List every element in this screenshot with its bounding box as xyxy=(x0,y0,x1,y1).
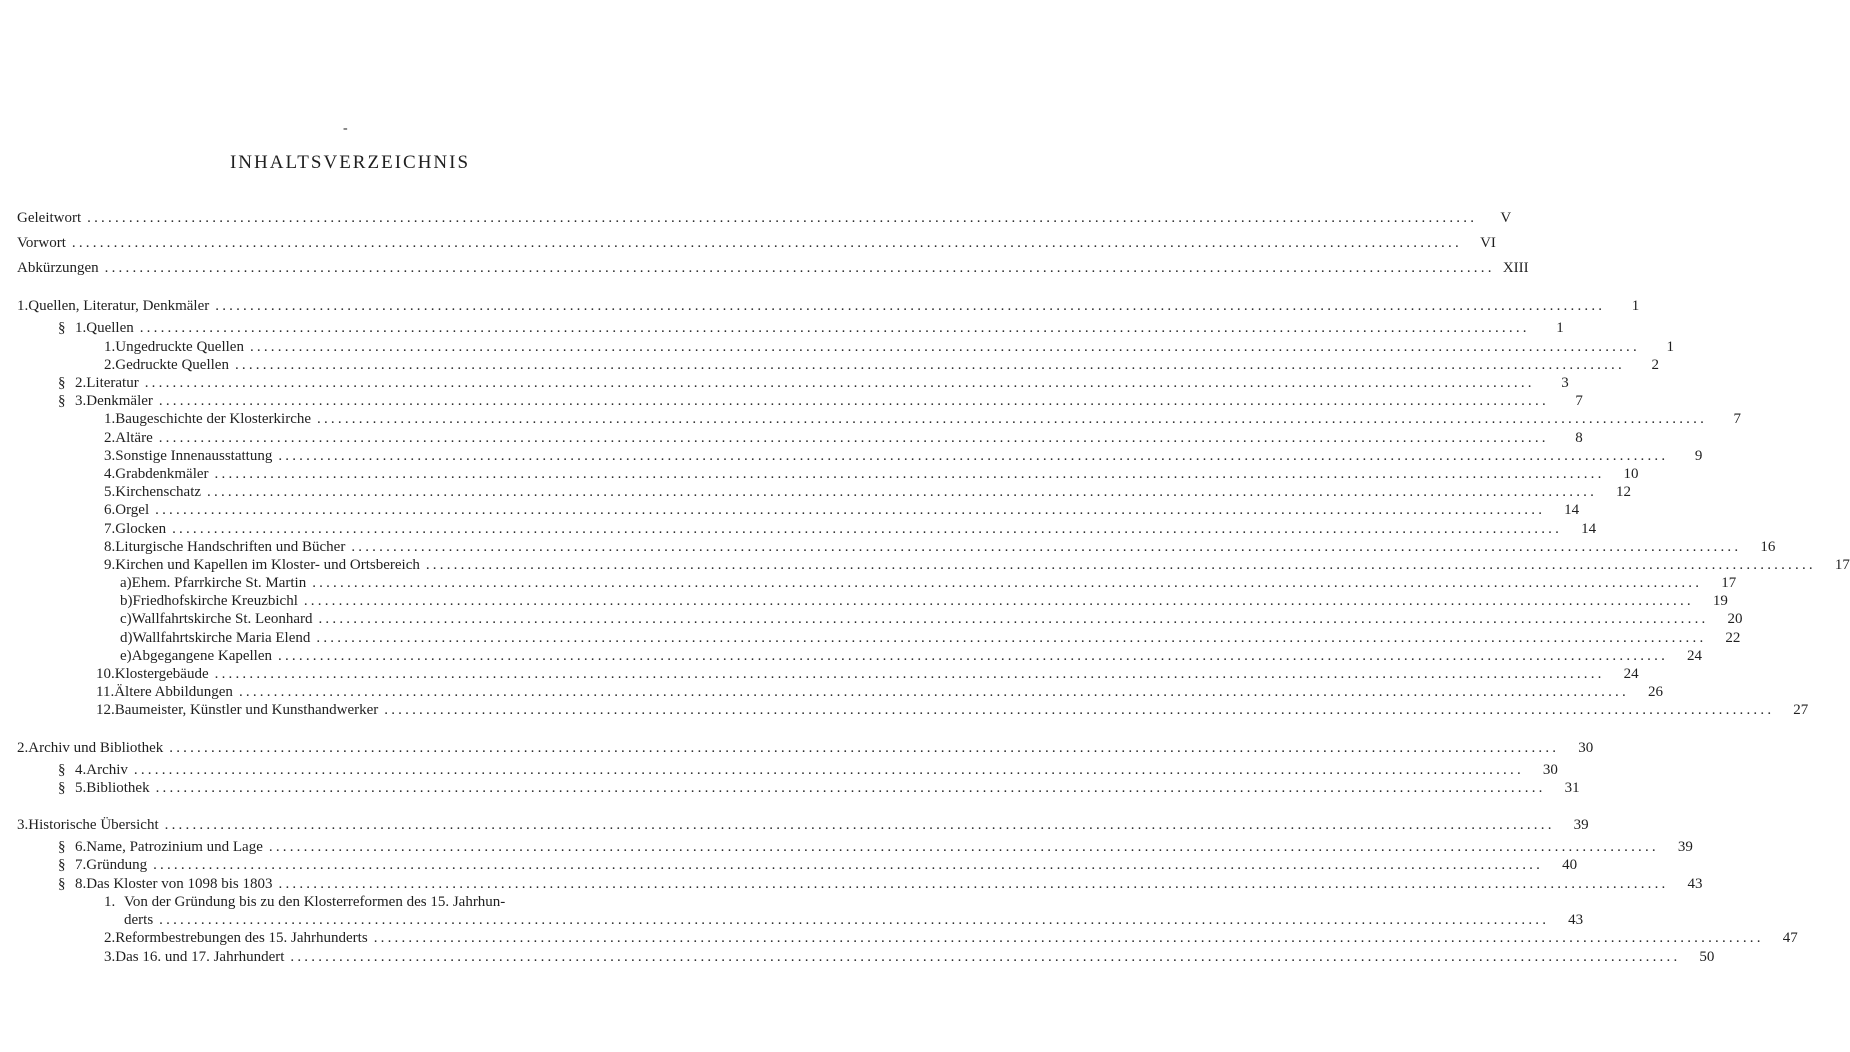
toc-entry xyxy=(104,947,1715,967)
toc-entry-number: d) xyxy=(120,630,133,646)
leader-dots: ........................................................................................................................................................................................................ xyxy=(87,210,1478,226)
toc-entry-page: 8 xyxy=(1575,430,1583,446)
toc-entry-number: 11. xyxy=(96,684,115,700)
toc-entry xyxy=(104,428,1583,448)
toc-entry xyxy=(75,837,1693,857)
toc-entry-label: Quellen xyxy=(86,320,134,336)
leader-dots: ........................................................................................................................................................................................................ xyxy=(139,320,1530,336)
toc-entry-label: Geleitwort xyxy=(17,210,82,226)
toc-entry xyxy=(104,409,1742,429)
toc-entry xyxy=(104,337,1674,357)
toc-entry xyxy=(104,355,1659,375)
leader-dots: ........................................................................................................................................................................................................ xyxy=(159,912,1550,928)
toc-entry-page: 1 xyxy=(1556,320,1564,336)
toc-entry-page: 39 xyxy=(1677,839,1693,855)
toc-entry-page: 50 xyxy=(1699,949,1715,965)
leader-dots: ........................................................................................................................................................................................................ xyxy=(104,260,1495,276)
toc-entry xyxy=(104,446,1703,466)
toc-entry-label: Das Kloster von 1098 bis 1803 xyxy=(86,876,273,892)
toc-entry-number: 2. xyxy=(104,357,116,373)
toc-entry xyxy=(75,391,1583,411)
leader-dots: ........................................................................................................................................................................................................ xyxy=(268,839,1659,855)
toc-entry-number: b) xyxy=(120,593,133,609)
toc-entry-label: Sonstige Innenausstattung xyxy=(115,448,273,464)
leader-dots: ........................................................................................................................................................................................................ xyxy=(169,740,1560,756)
toc-entry-page: 17 xyxy=(1721,575,1737,591)
toc-entry-label: Das 16. und 17. Jahrhundert xyxy=(115,949,285,965)
leader-dots: ........................................................................................................................................................................................................ xyxy=(215,298,1606,314)
leader-dots: ........................................................................................................................................................................................................ xyxy=(425,557,1816,573)
toc-entry xyxy=(104,892,560,912)
toc-entry-number: 1. xyxy=(104,411,116,427)
toc-entry-page: 24 xyxy=(1687,648,1703,664)
leader-dots: ........................................................................................................................................................................................................ xyxy=(278,876,1669,892)
toc-entry-number: 6. xyxy=(75,839,87,855)
toc-entry-number: 9. xyxy=(104,557,116,573)
section-sign: § xyxy=(58,393,66,409)
toc-entry-page: 14 xyxy=(1564,502,1580,518)
leader-dots: ........................................................................................................................................................................................................ xyxy=(153,857,1544,873)
leader-dots: ........................................................................................................................................................................................................ xyxy=(249,339,1640,355)
section-sign: § xyxy=(58,780,66,796)
toc-entry-label: Ungedruckte Quellen xyxy=(115,339,244,355)
leader-dots: ........................................................................................................................................................................................................ xyxy=(290,949,1681,965)
toc-entry xyxy=(75,318,1564,338)
leader-dots: ........................................................................................................................................................................................................ xyxy=(312,575,1703,591)
toc-entry xyxy=(120,646,1703,666)
toc-entry xyxy=(104,482,1632,502)
toc-entry xyxy=(96,700,1809,720)
toc-entry-page: 12 xyxy=(1616,484,1632,500)
toc-entry-number: 1. xyxy=(104,894,116,910)
toc-entry-number: 3. xyxy=(104,448,116,464)
section-sign: § xyxy=(58,320,66,336)
section-sign: § xyxy=(58,876,66,892)
toc-entry-page: 27 xyxy=(1793,702,1809,718)
toc-entry-number: 2. xyxy=(104,430,116,446)
toc-entry xyxy=(104,500,1580,520)
leader-dots: ........................................................................................................................................................................................................ xyxy=(238,684,1629,700)
toc-entry xyxy=(75,874,1703,894)
toc-entry-number: 8. xyxy=(75,876,87,892)
toc-entry-number: 2. xyxy=(75,375,87,391)
toc-entry-label: Denkmäler xyxy=(86,393,153,409)
toc-entry-page: 30 xyxy=(1578,740,1594,756)
toc-entry-label: Ehem. Pfarrkirche St. Martin xyxy=(131,575,307,591)
leader-dots: ........................................................................................................................................................................................................ xyxy=(214,466,1605,482)
toc-entry-label: Archiv xyxy=(86,762,128,778)
section-sign: § xyxy=(58,762,66,778)
toc-entry-page: 14 xyxy=(1581,521,1597,537)
leader-dots: ........................................................................................................................................................................................................ xyxy=(316,630,1707,646)
leader-dots: ........................................................................................................................................................................................................ xyxy=(155,502,1546,518)
toc-entry-number: e) xyxy=(120,648,132,664)
toc-entry-page: 16 xyxy=(1760,539,1776,555)
toc-entry xyxy=(104,519,1597,539)
toc-entry-label: Grabdenkmäler xyxy=(115,466,209,482)
toc-entry-label: Baumeister, Künstler und Kunsthandwerker xyxy=(114,702,379,718)
toc-entry-label: Vorwort xyxy=(17,235,66,251)
toc-entry-page: 31 xyxy=(1564,780,1580,796)
toc-entry-label: derts xyxy=(124,912,154,928)
section-sign: § xyxy=(58,839,66,855)
toc-entry-number: 2. xyxy=(104,930,116,946)
leader-dots: ........................................................................................................................................................................................................ xyxy=(278,448,1669,464)
toc-entry-number: 3. xyxy=(104,949,116,965)
toc-entry xyxy=(120,591,1728,611)
leader-dots: ........................................................................................................................................................................................................ xyxy=(155,780,1546,796)
toc-entry-label: Gedruckte Quellen xyxy=(115,357,229,373)
leader-dots: ........................................................................................................................................................................................................ xyxy=(303,593,1694,609)
toc-entry-page: 43 xyxy=(1687,876,1703,892)
leader-dots: ........................................................................................................................................................................................................ xyxy=(207,484,1598,500)
leader-dots: ........................................................................................................................................................................................................ xyxy=(278,648,1669,664)
toc-entry-page: 7 xyxy=(1733,411,1742,427)
toc-entry-page: 1 xyxy=(1631,298,1640,314)
toc-entry-page: 20 xyxy=(1727,611,1743,627)
toc-entry-number: 3. xyxy=(75,393,87,409)
toc-entry xyxy=(75,373,1569,393)
leader-dots: ........................................................................................................................................................................................................ xyxy=(317,411,1708,427)
toc-entry-label: Orgel xyxy=(115,502,150,518)
toc-entry xyxy=(96,682,1663,702)
toc-entry-number: 1. xyxy=(17,298,29,314)
toc-entry-label: Von der Gründung bis zu den Klosterreformen des 15. Jahrhun- xyxy=(124,894,506,910)
toc-entry xyxy=(17,258,1529,278)
toc-entry-label: Wallfahrtskirche Maria Elend xyxy=(132,630,311,646)
leader-dots: ........................................................................................................................................................................................................ xyxy=(384,702,1775,718)
leader-dots: ........................................................................................................................................................................................................ xyxy=(351,539,1742,555)
toc-entry xyxy=(104,555,1850,575)
section-sign: § xyxy=(58,375,66,391)
toc-entry-label: Reformbestrebungen des 15. Jahrhunderts xyxy=(115,930,368,946)
toc-entry-label: Friedhofskirche Kreuzbichl xyxy=(132,593,298,609)
toc-entry-number: 5. xyxy=(104,484,116,500)
toc-entry-page: 30 xyxy=(1542,762,1558,778)
leader-dots: ........................................................................................................................................................................................................ xyxy=(71,235,1462,251)
section-sign: § xyxy=(58,857,66,873)
toc-entry-label: Abgegangene Kapellen xyxy=(131,648,273,664)
toc-entry-page: 24 xyxy=(1623,666,1639,682)
toc-entry-label: Quellen, Literatur, Denkmäler xyxy=(28,298,210,314)
leader-dots: ........................................................................................................................................................................................................ xyxy=(172,521,1563,537)
toc-entry-page: 2 xyxy=(1651,357,1659,373)
toc-entry-page: V xyxy=(1500,210,1512,226)
leader-dots: ........................................................................................................................................................................................................ xyxy=(318,611,1709,627)
toc-entry-label: Bibliothek xyxy=(86,780,150,796)
toc-entry-number: 3. xyxy=(17,817,29,833)
toc-entry xyxy=(75,778,1580,798)
toc-entry-number: a) xyxy=(120,575,132,591)
page-title: INHALTSVERZEICHNIS xyxy=(229,152,471,173)
page-mark: - xyxy=(343,121,348,136)
toc-entry xyxy=(17,233,1496,253)
toc-entry xyxy=(120,573,1737,593)
toc-entry-page: 47 xyxy=(1782,930,1798,946)
leader-dots: ........................................................................................................................................................................................................ xyxy=(158,393,1549,409)
toc-entry xyxy=(104,537,1776,557)
toc-entry-number: 1. xyxy=(75,320,87,336)
toc-entry-label: Ältere Abbildungen xyxy=(114,684,233,700)
toc-entry-label: Glocken xyxy=(115,521,167,537)
toc-entry-page: 7 xyxy=(1575,393,1583,409)
toc-entry-label: Name, Patrozinium und Lage xyxy=(86,839,263,855)
toc-entry-label: Klostergebäude xyxy=(114,666,209,682)
toc-entry-page: 43 xyxy=(1568,912,1584,928)
toc-entry-label: Gründung xyxy=(86,857,148,873)
toc-entry-number: c) xyxy=(120,611,132,627)
toc-entry xyxy=(120,609,1743,629)
leader-dots: ........................................................................................................................................................................................................ xyxy=(234,357,1625,373)
toc-entry-label: Wallfahrtskirche St. Leonhard xyxy=(131,611,313,627)
toc-entry-label: Liturgische Handschriften und Bücher xyxy=(115,539,346,555)
toc-entry xyxy=(17,815,1589,835)
leader-dots: ........................................................................................................................................................................................................ xyxy=(164,817,1555,833)
leader-dots: ........................................................................................................................................................................................................ xyxy=(214,666,1605,682)
toc-entry-label: Archiv und Bibliothek xyxy=(28,740,164,756)
toc-entry-number: 7. xyxy=(75,857,87,873)
toc-entry xyxy=(124,910,1584,930)
toc-entry xyxy=(120,628,1741,648)
toc-entry-label: Kirchen und Kapellen im Kloster- und Ortsbereich xyxy=(115,557,420,573)
toc-entry-label: Baugeschichte der Klosterkirche xyxy=(115,411,312,427)
leader-dots: ........................................................................................................................................................................................................ xyxy=(133,762,1524,778)
toc-entry-label: Altäre xyxy=(115,430,153,446)
toc-entry xyxy=(17,296,1640,316)
toc-entry-page: 40 xyxy=(1562,857,1578,873)
toc-entry xyxy=(17,738,1594,758)
toc-entry-number: 7. xyxy=(104,521,116,537)
toc-entry-label: Historische Übersicht xyxy=(28,817,159,833)
toc-entry-page: 1 xyxy=(1666,339,1674,355)
leader-dots: ........................................................................................................................................................................................................ xyxy=(144,375,1535,391)
toc-entry-page: 9 xyxy=(1694,448,1703,464)
toc-entry-number: 8. xyxy=(104,539,116,555)
toc-entry-number: 12. xyxy=(96,702,115,718)
toc-entry-page: 10 xyxy=(1623,466,1639,482)
toc-entry-page: 22 xyxy=(1725,630,1741,646)
toc-entry-number: 6. xyxy=(104,502,116,518)
toc-entry-number: 5. xyxy=(75,780,87,796)
toc-entry-label: Literatur xyxy=(86,375,139,391)
leader-dots: ........................................................................................................................................................................................................ xyxy=(373,930,1764,946)
toc-entry xyxy=(96,664,1639,684)
toc-entry-page: XIII xyxy=(1502,260,1529,276)
toc-entry xyxy=(75,855,1578,875)
toc-entry xyxy=(104,928,1798,948)
toc-entry xyxy=(104,464,1639,484)
leader-dots: ........................................................................................................................................................................................................ xyxy=(158,430,1549,446)
toc-entry-page: VI xyxy=(1480,235,1496,251)
toc-entry-label: Kirchenschatz xyxy=(115,484,202,500)
toc-entry-page: 3 xyxy=(1561,375,1569,391)
toc-entry-label: Abkürzungen xyxy=(17,260,99,276)
toc-entry-page: 17 xyxy=(1834,557,1850,573)
toc-entry-number: 4. xyxy=(104,466,116,482)
toc-entry-number: 10. xyxy=(96,666,115,682)
toc-entry-number: 2. xyxy=(17,740,29,756)
toc-entry-number: 4. xyxy=(75,762,87,778)
toc-entry-page: 19 xyxy=(1712,593,1728,609)
toc-entry-page: 26 xyxy=(1647,684,1663,700)
toc-entry-number: 1. xyxy=(104,339,116,355)
toc-entry xyxy=(17,208,1512,228)
toc-entry-page: 39 xyxy=(1573,817,1589,833)
toc-entry xyxy=(75,760,1558,780)
